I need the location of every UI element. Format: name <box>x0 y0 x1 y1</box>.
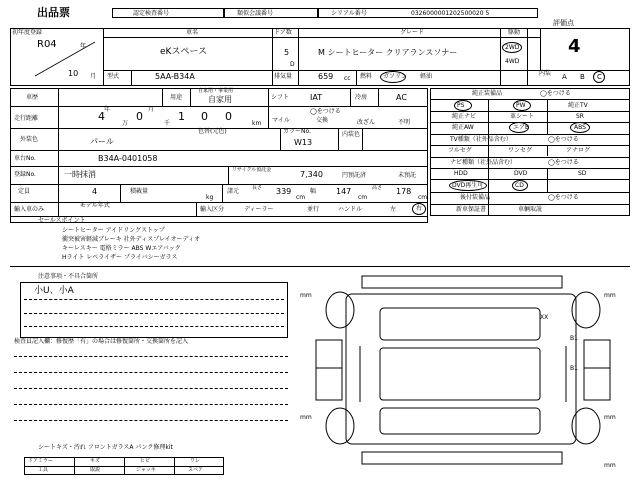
grade-text: M シートヒーター クリアランスソナー <box>318 48 458 57</box>
inspector-title: 検査員記入欄：修復歴「有」の場合は修復箇所・交換箇所を記入 <box>14 338 189 345</box>
form-title: 出品票 <box>37 6 70 19</box>
recycle-no-box: 類似会議番号 <box>224 8 318 18</box>
reg-status: 一時抹消 <box>64 170 96 179</box>
notes-handwritten: 小U、小A <box>34 286 74 296</box>
car-diagram <box>296 268 630 474</box>
notes-title: 注意事項・不具合箇所 <box>38 273 99 280</box>
sales-line-2: 衝突被害軽減ブレーキ 社外ディスプレイオーディオ <box>62 236 200 243</box>
first-reg-month: 10 <box>68 69 79 78</box>
serial-box: シリアル番号 0326000001202500020 5 <box>318 8 538 18</box>
use-value: 自家用 <box>208 95 232 104</box>
color-no: W13 <box>294 138 313 147</box>
ac-value: AC <box>396 93 407 102</box>
grade-score: 4 <box>568 36 581 57</box>
sales-title: セールスポイント <box>38 217 86 224</box>
diagram-mark-xx: XX <box>540 314 549 321</box>
model: 5AA-B34A <box>155 72 195 81</box>
diagram-mark-b1-top: B1 <box>570 335 578 342</box>
equip-sr: SR <box>576 113 584 120</box>
seat-note: シートキズ・汚れ フロントガラスA パンク修理kit <box>38 444 173 451</box>
sales-line-4: Hライト レベライザー プライバシーガラス <box>62 254 178 261</box>
cc: 659 <box>318 72 334 81</box>
diagram-mark-b1-bottom: B1 <box>570 365 578 372</box>
sales-line-1: シートヒーター アイドリングストップ <box>62 227 165 234</box>
chassis-no: B34A-0401058 <box>98 154 158 163</box>
car-name: eKスペース <box>160 47 207 57</box>
equip-leather: 革シート <box>510 113 535 120</box>
equip-abs: ABS <box>574 124 586 131</box>
mileage-digit-4: 0 <box>201 110 208 123</box>
sales-line-3: キーレスキー 電格ミラー ABS Wエアバック <box>62 245 181 252</box>
reg-slash <box>30 38 100 80</box>
first-reg-label: 初年度登録 <box>12 29 43 36</box>
equip-pw: PW <box>516 102 526 109</box>
equip-ps: PS <box>457 102 465 109</box>
first-reg-year: R04 <box>37 39 57 50</box>
width: 147 <box>336 187 352 196</box>
mileage-digit-2: 0 <box>136 110 143 123</box>
serial-number: 0326000001202500020 5 <box>411 10 490 17</box>
equip-tv: 純正TV <box>568 102 588 109</box>
grade-label: 評価点 <box>553 19 574 27</box>
equip-navi: 純正ナビ <box>452 113 477 120</box>
recycle-fee: 7,340 <box>300 170 323 179</box>
car-name-label: 車名 <box>186 29 199 36</box>
doors: 5 <box>284 48 290 57</box>
height: 178 <box>396 187 412 196</box>
length: 339 <box>276 187 292 196</box>
equip-aw: 純正AW <box>452 124 474 131</box>
mileage-digit-1: 4 <box>98 110 105 123</box>
equipment-title: 純正装備品 <box>472 90 503 97</box>
shift-value: IAT <box>310 93 323 102</box>
seats: 4 <box>92 187 98 196</box>
mileage-digit-3: 1 <box>178 110 185 123</box>
mileage-digit-5: 0 <box>225 110 232 123</box>
equip-airbag: エアB <box>513 124 530 131</box>
dealer-no-box: 認定検査番号 <box>112 8 224 18</box>
ext-color: パール <box>90 137 114 146</box>
